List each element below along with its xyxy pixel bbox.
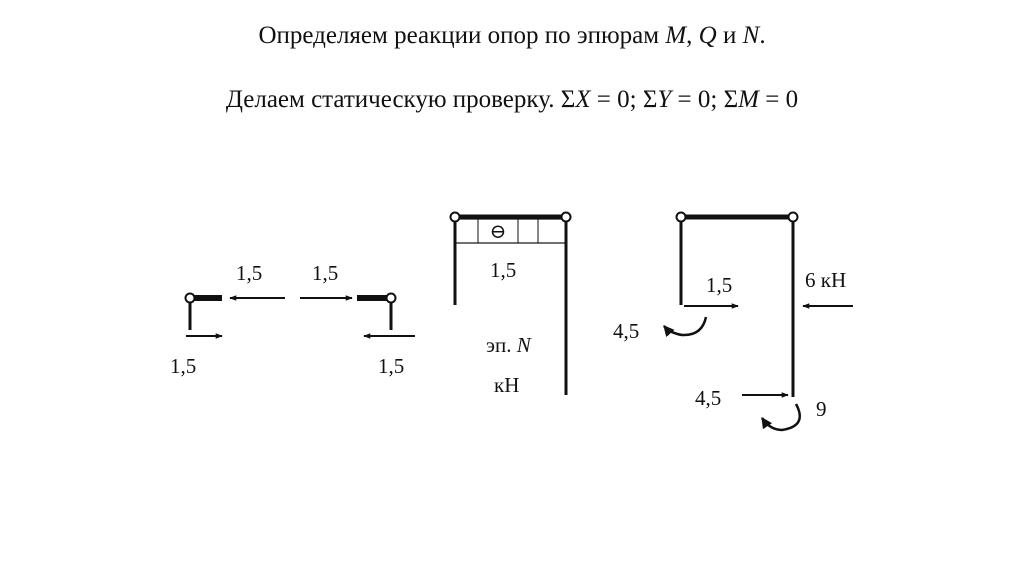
force-label: 1,5 <box>236 261 263 285</box>
symbol-q: Q <box>698 22 717 49</box>
symbol-y: Y <box>657 86 672 113</box>
moment-arc-bottom <box>762 404 800 430</box>
force-label: 6 кН <box>805 268 847 292</box>
force-label: 1,5 <box>378 354 405 378</box>
equation-part: = 0 <box>758 86 799 113</box>
epure-unit: кН <box>494 373 520 397</box>
right-node-hinge <box>387 294 396 303</box>
moment-label: 9 <box>816 397 827 421</box>
force-label: 1,5 <box>170 354 197 378</box>
epure-caption-prefix: эп. <box>486 333 517 357</box>
epure-band <box>455 219 566 243</box>
period: . <box>759 22 766 49</box>
separator: и <box>716 22 743 49</box>
left-node-hinge <box>186 294 195 303</box>
moment-arc-left <box>664 317 706 335</box>
hinge-right <box>562 213 571 222</box>
hinge-right <box>789 213 798 222</box>
epure-caption-symbol: N <box>516 333 531 357</box>
equation-part: = 0; Σ <box>590 86 658 113</box>
hinge-left <box>677 213 686 222</box>
symbol-x: X <box>575 86 591 113</box>
force-label: 4,5 <box>695 386 722 410</box>
symbol-m: M <box>738 86 759 113</box>
minus-sign-icon: ⊖ <box>489 221 507 243</box>
separator: , <box>686 22 699 49</box>
epure-value: 1,5 <box>490 258 517 282</box>
symbol-n: N <box>742 22 760 49</box>
heading-line-1-text: Определяем реакции опор по эпюрам <box>258 22 666 49</box>
hinge-left <box>451 213 460 222</box>
equation-part: = 0; Σ <box>671 86 739 113</box>
force-label: 1,5 <box>312 261 339 285</box>
epure-caption <box>486 333 532 357</box>
right-node <box>300 294 415 337</box>
heading-line-2-text: Делаем статическую проверку. Σ <box>225 86 576 113</box>
middle-diagram <box>451 213 571 398</box>
force-label: 1,5 <box>706 273 733 297</box>
right-diagram <box>613 213 853 431</box>
left-diagram <box>170 261 415 378</box>
symbol-m: M <box>665 22 687 49</box>
left-node <box>186 294 286 337</box>
moment-label: 4,5 <box>613 319 640 343</box>
